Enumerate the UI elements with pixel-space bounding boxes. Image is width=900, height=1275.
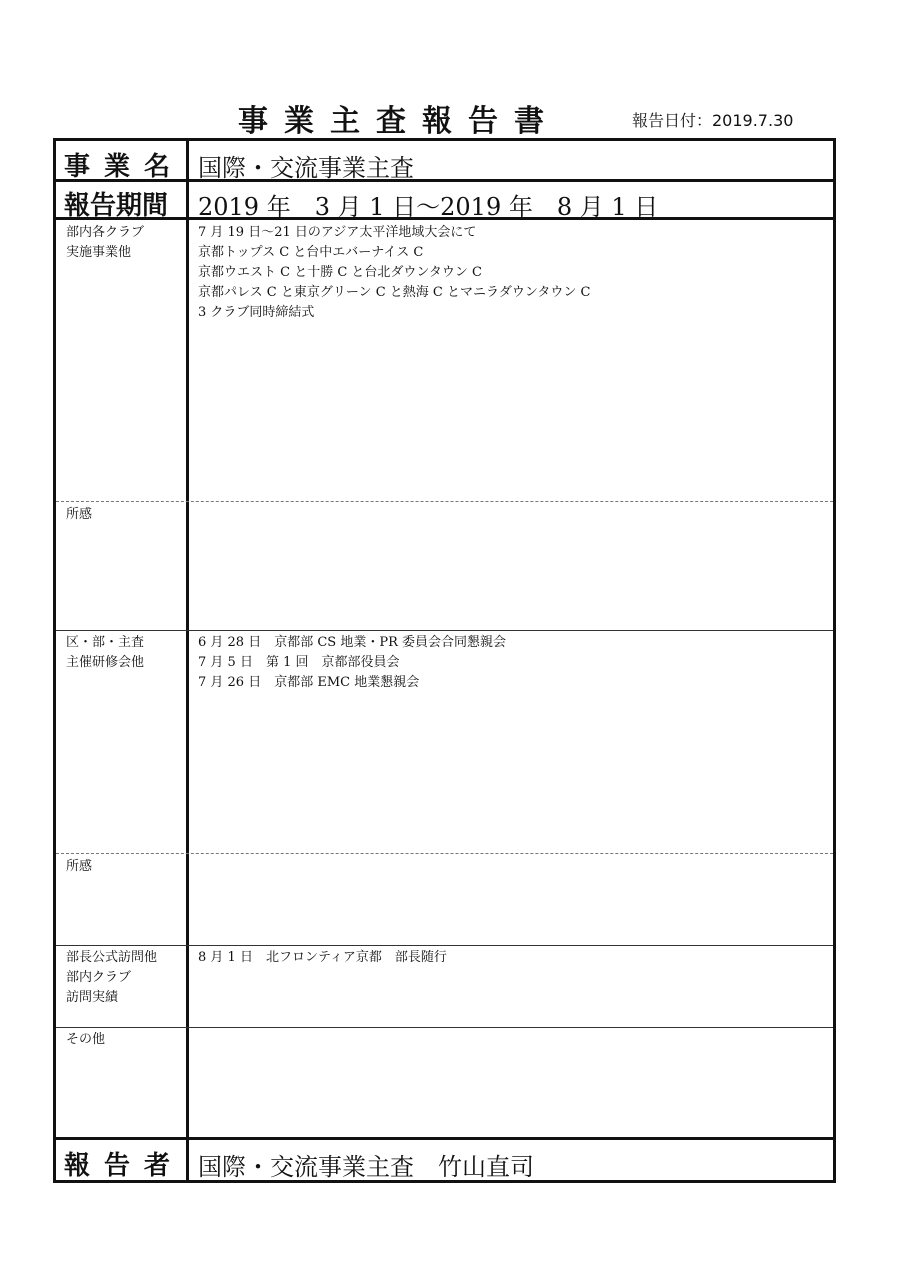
reporter-label: 報告者 [64, 1151, 185, 1181]
other-label: その他 [66, 1032, 106, 1047]
content-line: 京都パレス C と東京グリーン C と熱海 C とマニラダウンタウン C [198, 285, 591, 300]
divider [56, 1027, 833, 1028]
project-name-label: 事業名 [64, 152, 185, 182]
content-line: 京都ウエスト C と十勝 C と台北ダウンタウン C [198, 265, 482, 280]
club-activities-content [198, 223, 590, 323]
content-line: 京都トップス C と台中エバーナイス C [198, 245, 424, 260]
reporter-value: 国際・交流事業主査 竹山直司 [198, 1153, 534, 1181]
impression-label: 所感 [66, 507, 93, 522]
content-line: 6 月 28 日 京都部 CS 地業・PR 委員会合同懇親会 [198, 635, 506, 650]
project-name-value: 国際・交流事業主査 [198, 154, 414, 182]
label-line: 部内クラブ [66, 970, 132, 985]
divider [56, 945, 833, 946]
divider [56, 1137, 833, 1140]
label-line: 訪問実績 [66, 990, 119, 1005]
document-title: 事業主査報告書 [238, 104, 560, 139]
impression-label: 所感 [66, 859, 93, 874]
column-divider [186, 141, 189, 1180]
content-line: 7 月 5 日 第 1 回 京都部役員会 [198, 655, 400, 670]
label-line: 実施事業他 [66, 245, 132, 260]
divider [56, 179, 833, 182]
label-line: 部内各クラブ [66, 225, 145, 240]
label-line: 主催研修会他 [66, 655, 145, 670]
content-line: 7 月 26 日 京都部 EMC 地業懇親会 [198, 675, 420, 690]
report-date: 報告日付：2019.7.30 [632, 111, 794, 130]
visits-label [66, 948, 157, 1008]
period-label: 報告期間 [64, 191, 169, 221]
training-label [66, 633, 144, 673]
label-line: 部長公式訪問他 [66, 950, 158, 965]
content-line: 7 月 19 日〜21 日のアジア太平洋地域大会にて [198, 225, 477, 240]
content-line: 8 月 1 日 北フロンティア京都 部長随行 [198, 950, 447, 965]
label-line: 区・部・主査 [66, 635, 145, 650]
content-line: 3 クラブ同時締結式 [198, 305, 315, 320]
divider [56, 630, 833, 631]
divider [56, 853, 833, 854]
divider [56, 501, 833, 502]
report-table [53, 138, 836, 1183]
visits-content [198, 948, 447, 968]
period-value: 2019 年 3 月 1 日〜2019 年 8 月 1 日 [198, 193, 659, 221]
training-content [198, 633, 506, 693]
divider [56, 217, 833, 220]
club-activities-label [66, 223, 144, 263]
